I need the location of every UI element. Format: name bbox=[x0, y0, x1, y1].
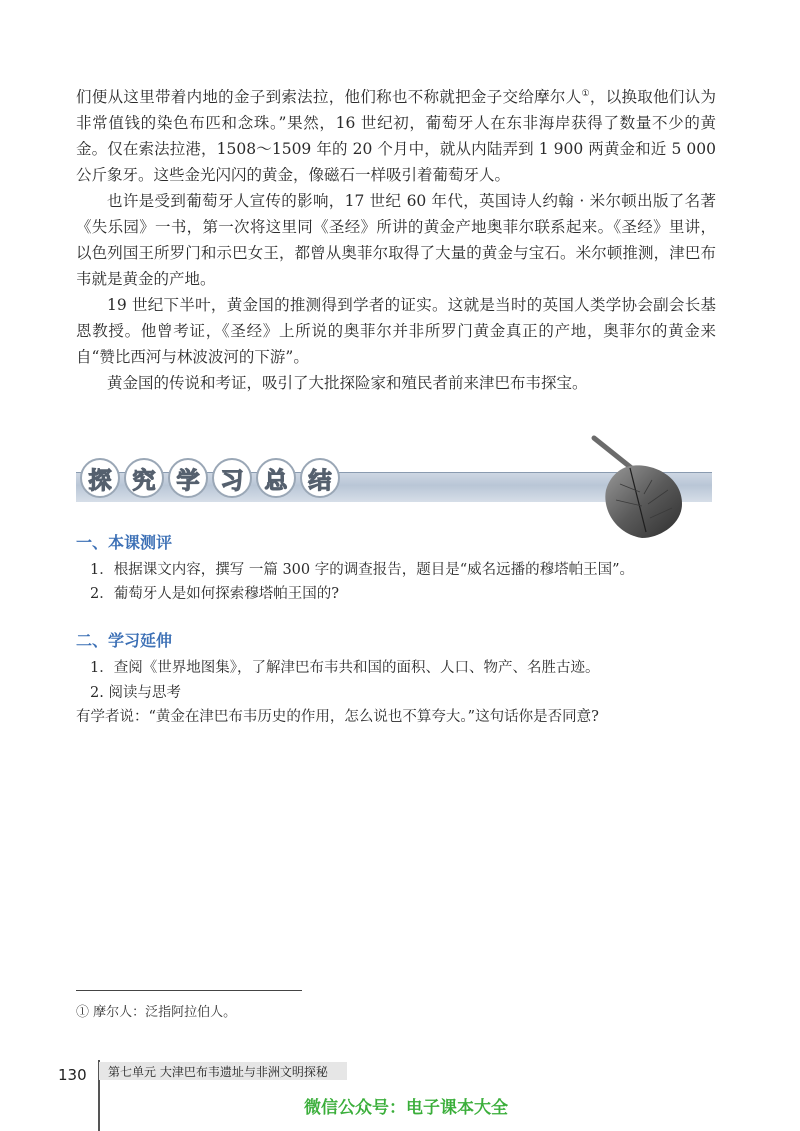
banner-char: 结 bbox=[300, 458, 340, 498]
banner-char: 习 bbox=[212, 458, 252, 498]
paragraph-4: 黄金国的传说和考证，吸引了大批探险家和殖民者前来津巴布韦探宝。 bbox=[107, 374, 588, 392]
banner-char: 探 bbox=[80, 458, 120, 498]
watermark: 微信公众号：电子课本大全 bbox=[304, 1098, 508, 1118]
paragraph-3: 19 世纪下半叶，黄金国的推测得到学者的证实。这就是当时的英国人类学协会副会长基恩教授。他曾考证，《圣经》上所说的奥菲尔并非所罗门黄金真正的产地，奥菲尔的黄金来自“赞比西河与林波波河的下游”。 bbox=[76, 296, 716, 366]
paragraph-1-text-a: 们便从这里带着内地的金子到索法拉，他们称也不称就把金子交给摩尔人 bbox=[76, 88, 582, 106]
body-text bbox=[76, 84, 716, 396]
page-number: 130 bbox=[58, 1066, 87, 1084]
banner-char: 总 bbox=[256, 458, 296, 498]
evaluation-item-1: 1．根据课文内容，撰写 一篇 300 字的调查报告，题目是“威名远播的穆塔帕王国”。 bbox=[90, 562, 635, 578]
extension-item-2: 2. 阅读与思考 bbox=[90, 685, 181, 701]
footnote: ① 摩尔人：泛指阿拉伯人。 bbox=[76, 1005, 237, 1020]
banner-char: 究 bbox=[124, 458, 164, 498]
evaluation-item-2: 2．葡萄牙人是如何探索穆塔帕王国的? bbox=[90, 586, 339, 602]
paragraph-2: 也许是受到葡萄牙人宣传的影响，17 世纪 60 年代，英国诗人约翰 · 米尔顿出版了名著《失乐园》一书，第一次将这里同《圣经》所讲的黄金产地奥菲尔联系起来。《圣经》里讲，以色列国王所罗门和示巴女王，都曾从奥菲尔取得了大量的黄金与宝石。米尔顿推测，津巴布韦就是黄金的产地。 bbox=[76, 192, 716, 288]
unit-label: 第七单元 大津巴布韦遗址与非洲文明探秘 bbox=[108, 1065, 328, 1079]
paragraph-1 bbox=[76, 84, 716, 188]
section-heading-extension: 二、学习延伸 bbox=[76, 631, 173, 650]
banner-title bbox=[80, 458, 340, 498]
footnote-ref[interactable]: ① bbox=[581, 88, 590, 99]
extension-item-1: 1．查阅《世界地图集》，了解津巴布韦共和国的面积、人口、物产、名胜古迹。 bbox=[90, 660, 600, 676]
banner-char: 学 bbox=[168, 458, 208, 498]
footnote-divider bbox=[76, 990, 302, 991]
paragraph-1-text-b: ，以换取他们认为非常值钱的染色布匹和念珠。”果然，16 世纪初，葡萄牙人在东非海岸获得了数量不少的黄金。仅在索法拉港，1508～1509 年的 20 个月中，就从内陆弄到 1 900 两黄金和近 5 000 公斤象牙。这些金光闪闪的黄金，像磁石一样吸引着葡萄牙人。 bbox=[76, 88, 716, 184]
section-heading-evaluation: 一、本课测评 bbox=[76, 533, 173, 552]
extension-question: 有学者说：“黄金在津巴布韦历史的作用，怎么说也不算夸大。”这句话你是否同意? bbox=[76, 709, 599, 725]
leaf-spearhead-icon bbox=[590, 432, 690, 542]
